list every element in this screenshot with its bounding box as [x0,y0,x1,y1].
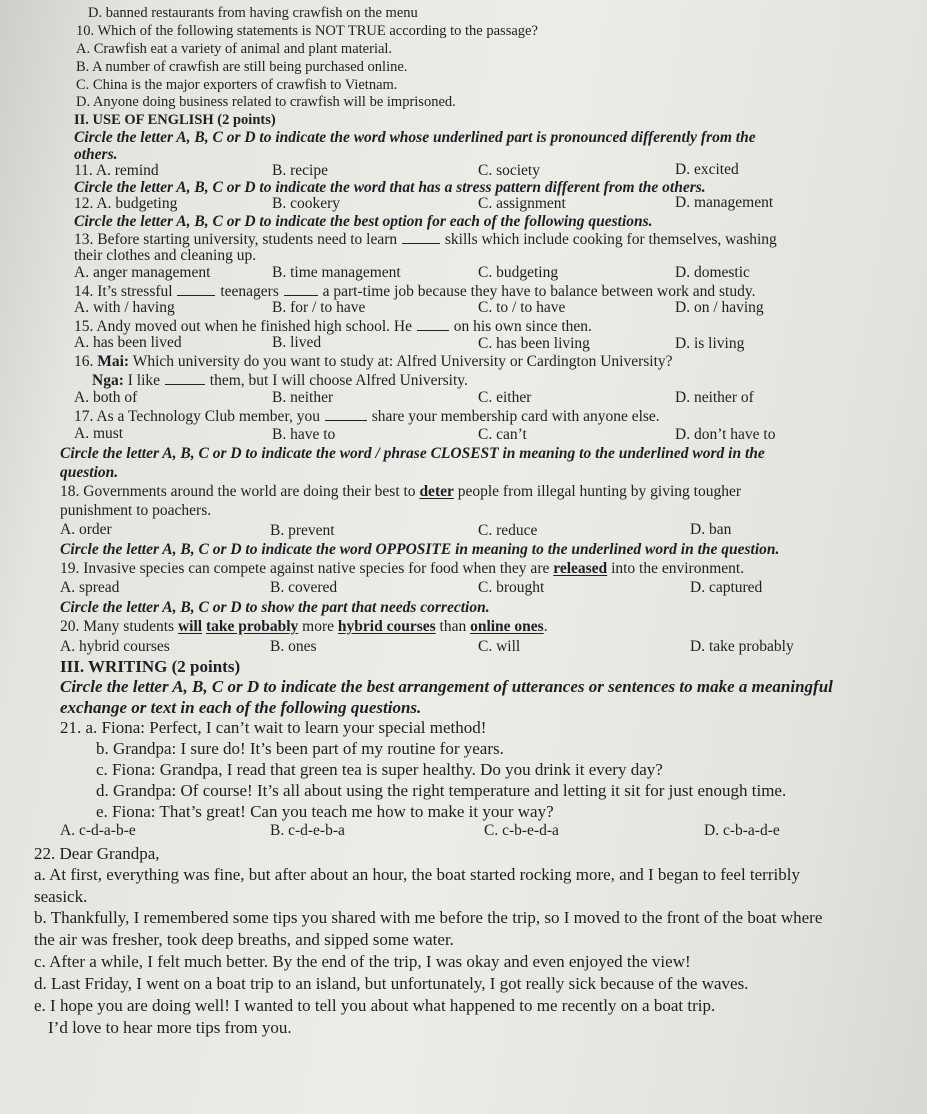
q22-line-e: e. I hope you are doing well! I wanted to tell you about what happened to me recently on a boat trip. [34,996,716,1015]
q21-option-b: B. c-d-e-b-a [270,822,345,839]
q22-head: 22. Dear Grandpa, [34,844,160,863]
instr-pronunciation: Circle the letter A, B, C or D to indicate the word whose underlined part is pronounced differently from the [74,129,756,146]
q15-option-c: C. has been living [478,335,590,352]
q21-line-b: b. Grandpa: I sure do! It’s been part of my routine for years. [96,739,504,758]
q14-stem-part1: 14. It’s stressful [74,283,173,300]
q13-option-a: A. anger management [74,264,211,281]
q18-option-b: B. prevent [270,522,335,539]
instr-stress: Circle the letter A, B, C or D to indicate the word that has a stress pattern different from the others. [74,179,706,196]
q10-option-c: C. China is the major exporters of crawfish to Vietnam. [76,77,398,93]
q16-option-a: A. both of [74,389,138,406]
q17-option-a: A. must [74,425,124,442]
q16-stem-nga [92,372,468,389]
instr-arrangement: Circle the letter A, B, C or D to indicate the best arrangement of utterances or sentences to make a meaningful [60,677,833,696]
q16-line-mai: Which university do you want to study at: Alfred University or Cardington University? [132,353,673,370]
q11-option-d: D. excited [675,161,739,178]
q14-blank-1 [177,283,215,296]
q17-blank [325,408,367,421]
q18-option-a: A. order [60,521,112,538]
q16-line-nga-1: I like [127,372,161,389]
q16-speaker-nga: Nga: [92,372,124,389]
q14-stem [74,283,755,300]
q20-underlined-take-probably: take probably [205,618,299,635]
q12-option-c: C. assignment [478,195,566,212]
q12-option-d: D. management [675,194,774,211]
q13-stem-cont: their clothes and cleaning up. [74,247,257,264]
q15-blank [417,318,449,331]
q15-option-b: B. lived [272,334,322,351]
q16-line-nga-2: them, but I will choose Alfred University. [209,372,468,389]
q15-stem-part1: 15. Andy moved out when he finished high school. He [74,318,412,335]
q21-line-e: e. Fiona: That’s great! Can you teach me how to make it your way? [96,802,554,821]
q13-stem [74,231,777,248]
q18-option-d: D. ban [690,521,732,538]
q20-option-a: A. hybrid courses [60,638,170,655]
q22-line-d: d. Last Friday, I went on a boat trip to an island, but unfortunately, I got really sick because of the waves. [34,974,749,993]
instr-closest-cont: question. [60,464,119,481]
instr-opposite: Circle the letter A, B, C or D to indicate the word OPPOSITE in meaning to the underlined word in the question. [60,541,780,558]
q12-option-a: 12. A. budgeting [74,195,178,212]
q18-stem-part1: 18. Governments around the world are doing their best to [60,483,416,500]
q19-stem [60,561,744,577]
q19-stem-part1: 19. Invasive species can compete against native species for food when they are [60,560,550,577]
q11-option-a: 11. A. remind [74,162,159,179]
q15-stem [74,318,592,335]
q13-stem-part2: skills which include cooking for themselves, washing [444,231,777,248]
q13-option-c: C. budgeting [478,264,559,281]
q13-option-d: D. domestic [675,264,750,281]
q15-stem-part2: on his own since then. [453,318,592,335]
q19-option-b: B. covered [270,579,338,596]
q21-option-c: C. c-b-e-d-a [484,822,559,839]
q14-stem-part2: teenagers [220,283,279,300]
q20-underlined-online-ones: online ones [470,618,544,635]
q18-option-c: C. reduce [478,522,538,539]
q11-option-b: B. recipe [272,162,328,179]
q10-option-a: A. Crawfish eat a variety of animal and plant material. [76,41,393,57]
q18-stem-cont: punishment to poachers. [60,502,212,519]
q16-number: 16. [74,353,94,370]
q10-option-d: D. Anyone doing business related to crawfish will be imprisoned. [76,94,456,110]
q16-option-b: B. neither [272,389,334,406]
q21-option-a: A. c-d-a-b-e [60,822,136,839]
instr-best-option: Circle the letter A, B, C or D to indicate the best option for each of the following questions. [74,213,653,230]
q16-speaker-mai: Mai: [97,353,130,370]
q14-option-a: A. with / having [74,299,175,316]
q17-stem-part2: share your membership card with anyone else. [371,408,660,425]
instr-pronunciation-cont: others. [74,146,118,163]
q13-stem-part1: 13. Before starting university, students need to learn [74,231,398,248]
q17-stem [74,408,660,425]
q16-blank [165,372,205,385]
q17-option-b: B. have to [272,426,336,443]
q11-option-c: C. society [478,162,540,179]
q10-stem: 10. Which of the following statements is NOT TRUE according to the passage? [76,23,538,39]
q22-closing: I’d love to hear more tips from you. [48,1018,292,1037]
q14-blank-2 [284,283,318,296]
q22-line-b: b. Thankfully, I remembered some tips you shared with me before the trip, so I moved to the front of the boat where [34,908,823,927]
q14-option-c: C. to / to have [478,299,566,316]
q22-line-a: a. At first, everything was fine, but after about an hour, the boat started rocking more, and I began to feel terribly [34,865,800,884]
q14-stem-part3: a part-time job because they have to balance between work and study. [322,283,756,300]
section-3-heading: III. WRITING (2 points) [60,657,241,676]
instr-closest: Circle the letter A, B, C or D to indicate the word / phrase CLOSEST in meaning to the underlined word in the [60,445,765,462]
q17-option-c: C. can’t [478,426,527,443]
q20-option-c: C. will [478,638,521,655]
q16-stem-mai [74,354,673,370]
q10-option-b: B. A number of crawfish are still being purchased online. [76,59,408,75]
section-2-heading: II. USE OF ENGLISH (2 points) [74,112,276,128]
q22-line-b-cont: the air was fresher, took deep breaths, and sipped some water. [34,930,454,949]
q19-stem-part2: into the environment. [611,560,745,577]
q20-stem-part3: than [439,618,467,635]
q15-option-a: A. has been lived [74,334,182,351]
q9-option-d: D. banned restaurants from having crawfish on the menu [88,5,418,21]
q21-line-a: 21. a. Fiona: Perfect, I can’t wait to learn your special method! [60,718,487,737]
q20-stem-part2: more [302,618,335,635]
q19-option-d: D. captured [690,579,763,596]
q19-option-a: A. spread [60,579,120,596]
q20-stem-end: . [543,618,548,635]
q21-line-c: c. Fiona: Grandpa, I read that green tea is super healthy. Do you drink it every day? [96,760,663,779]
q18-underlined-word: deter [419,483,454,500]
q19-option-c: C. brought [478,579,545,596]
instr-correction: Circle the letter A, B, C or D to show the part that needs correction. [60,599,490,616]
q18-stem-part2: people from illegal hunting by giving tougher [457,483,741,500]
q12-option-b: B. cookery [272,195,341,212]
q20-stem-part1: 20. Many students [60,618,175,635]
instr-arrangement-cont: exchange or text in each of the following questions. [60,698,422,717]
q20-option-d: D. take probably [690,638,794,655]
q14-option-b: B. for / to have [272,299,366,316]
q17-option-d: D. don’t have to [675,426,776,443]
q16-option-d: D. neither of [675,389,754,406]
q20-stem [60,619,548,635]
q22-line-a-cont: seasick. [34,887,88,906]
q21-line-d: d. Grandpa: Of course! It’s all about using the right temperature and letting it sit for just enough time. [96,781,787,800]
q22-line-c: c. After a while, I felt much better. By the end of the trip, I was okay and even enjoyed the view! [34,952,691,971]
q20-option-b: B. ones [270,638,317,655]
q17-stem-part1: 17. As a Technology Club member, you [74,408,320,425]
q20-underlined-hybrid-courses: hybrid courses [337,618,436,635]
q15-option-d: D. is living [675,335,745,352]
q13-blank [402,231,440,244]
q21-option-d: D. c-b-a-d-e [704,822,780,839]
q16-option-c: C. either [478,389,532,406]
q13-option-b: B. time management [272,264,401,281]
q20-underlined-will: will [177,618,203,635]
q19-underlined-word: released [553,560,608,577]
q18-stem [60,484,741,500]
q14-option-d: D. on / having [675,299,764,316]
